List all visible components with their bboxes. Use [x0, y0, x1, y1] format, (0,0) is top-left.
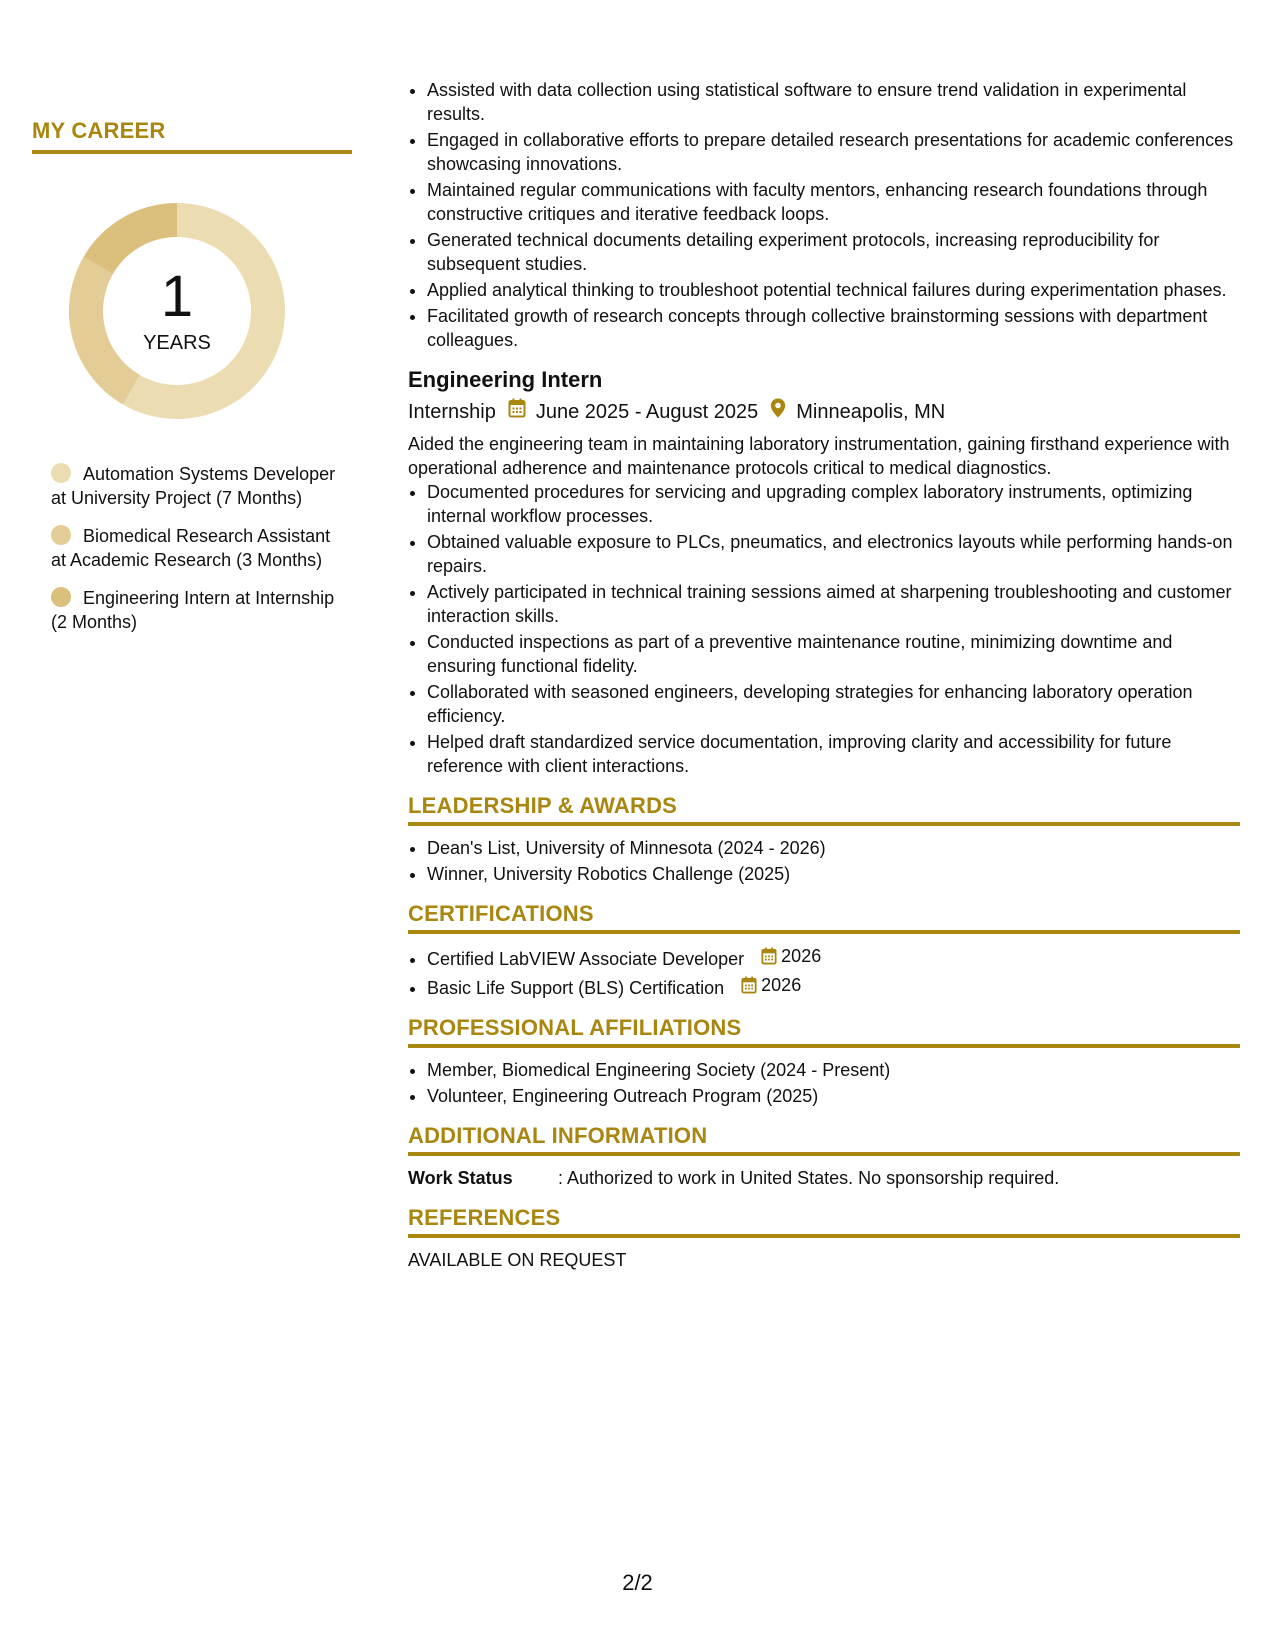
left-column	[32, 118, 352, 648]
list-item: • Facilitated growth of research concepts through collective brainstorming sessions with department colleagues.	[427, 304, 1240, 352]
list-item	[427, 973, 1240, 1000]
legend-label: Engineering Intern at Internship (2 Months)	[51, 588, 335, 632]
career-legend	[51, 462, 341, 634]
job-meta	[408, 398, 1240, 426]
donut-years-unit: YEARS	[143, 331, 211, 354]
list-item: • Actively participated in technical training sessions aimed at sharpening troubleshooting and customer interaction skills.	[427, 580, 1240, 628]
legend-dot-icon	[51, 463, 71, 483]
legend-label: Automation Systems Developer at University Project (7 Months)	[51, 464, 336, 508]
list-item: • Volunteer, Engineering Outreach Program (2025)	[427, 1084, 1240, 1108]
list-item: • Obtained valuable exposure to PLCs, pneumatics, and electronics layouts while performing hands-on repairs.	[427, 530, 1240, 578]
page-number: 2/2	[622, 1570, 653, 1595]
certifications-section	[408, 902, 1240, 1000]
legend-item	[51, 586, 341, 634]
legend-item	[51, 524, 341, 572]
leadership-section	[408, 794, 1240, 886]
references-text: AVAILABLE ON REQUEST	[408, 1250, 627, 1270]
legend-label: Biomedical Research Assistant at Academic Research (3 Months)	[51, 526, 331, 570]
leadership-section-title: LEADERSHIP & AWARDS	[408, 794, 1240, 826]
work-status-value: : Authorized to work in United States. No sponsorship required.	[558, 1168, 1060, 1188]
list-item: • Conducted inspections as part of a preventive maintenance routine, minimizing downtime and ensuring functional fidelity.	[427, 630, 1240, 678]
references-section	[408, 1206, 1240, 1272]
list-item: • Engaged in collaborative efforts to prepare detailed research presentations for academic conferences showcasing innovations.	[427, 128, 1240, 176]
leadership-list	[408, 836, 1240, 886]
right-column	[408, 78, 1240, 1272]
donut-center	[62, 196, 292, 426]
job-dates: June 2025 - August 2025	[535, 401, 759, 423]
cert-year: 2026	[761, 975, 802, 995]
legend-item	[51, 462, 341, 510]
cert-name: Basic Life Support (BLS) Certification	[427, 978, 725, 998]
list-item: • Winner, University Robotics Challenge (2025)	[427, 862, 1240, 886]
list-item: • Generated technical documents detailing experiment protocols, increasing reproducibility for subsequent studies.	[427, 228, 1240, 276]
cert-name: Certified LabVIEW Associate Developer	[427, 949, 745, 969]
previous-job-bullets	[408, 78, 1240, 352]
career-section-title: MY CAREER	[32, 118, 352, 154]
location-pin-icon	[770, 398, 786, 426]
job-title: Engineering Intern	[408, 367, 603, 392]
calendar-icon	[761, 947, 777, 965]
affiliations-list	[408, 1058, 1240, 1108]
list-item: • Helped draft standardized service documentation, improving clarity and accessibility for future reference with client interactions.	[427, 730, 1240, 778]
certifications-list	[408, 944, 1240, 1000]
job-bullets	[408, 480, 1240, 778]
legend-dot-icon	[51, 525, 71, 545]
cert-year-wrap	[749, 944, 821, 968]
affiliations-section	[408, 1016, 1240, 1108]
calendar-icon	[508, 398, 526, 426]
job-company: Internship	[408, 401, 496, 423]
cert-year: 2026	[781, 946, 822, 966]
list-item: • Assisted with data collection using statistical software to ensure trend validation in experimental results.	[427, 78, 1240, 126]
list-item: • Documented procedures for servicing and upgrading complex laboratory instruments, optimizing internal workflow processes.	[427, 480, 1240, 528]
certifications-section-title: CERTIFICATIONS	[408, 902, 1240, 934]
list-item	[427, 944, 1240, 971]
work-status-label: Work Status	[408, 1168, 513, 1188]
list-item: • Dean's List, University of Minnesota (2024 - 2026)	[427, 836, 1240, 860]
job-location: Minneapolis, MN	[796, 401, 946, 423]
legend-dot-icon	[51, 587, 71, 607]
job-description: Aided the engineering team in maintaining laboratory instrumentation, gaining firsthand experience with operational adherence and maintenance protocols critical to medical diagnostics.	[408, 434, 1230, 478]
career-donut-chart	[62, 196, 292, 426]
list-item: • Maintained regular communications with faculty mentors, enhancing research foundations through constructive critiques and iterative feedback loops.	[427, 178, 1240, 226]
additional-info-section-title: ADDITIONAL INFORMATION	[408, 1124, 1240, 1156]
affiliations-section-title: PROFESSIONAL AFFILIATIONS	[408, 1016, 1240, 1048]
references-section-title: REFERENCES	[408, 1206, 1240, 1238]
calendar-icon	[741, 976, 757, 994]
donut-years-value: 1	[160, 263, 194, 329]
list-item: • Applied analytical thinking to troubleshoot potential technical failures during experimentation phases.	[427, 278, 1240, 302]
cert-year-wrap	[729, 973, 801, 997]
additional-info-section	[408, 1124, 1240, 1190]
work-status-row	[408, 1166, 1240, 1190]
list-item: • Member, Biomedical Engineering Society (2024 - Present)	[427, 1058, 1240, 1082]
list-item: • Collaborated with seasoned engineers, developing strategies for enhancing laboratory operation efficiency.	[427, 680, 1240, 728]
